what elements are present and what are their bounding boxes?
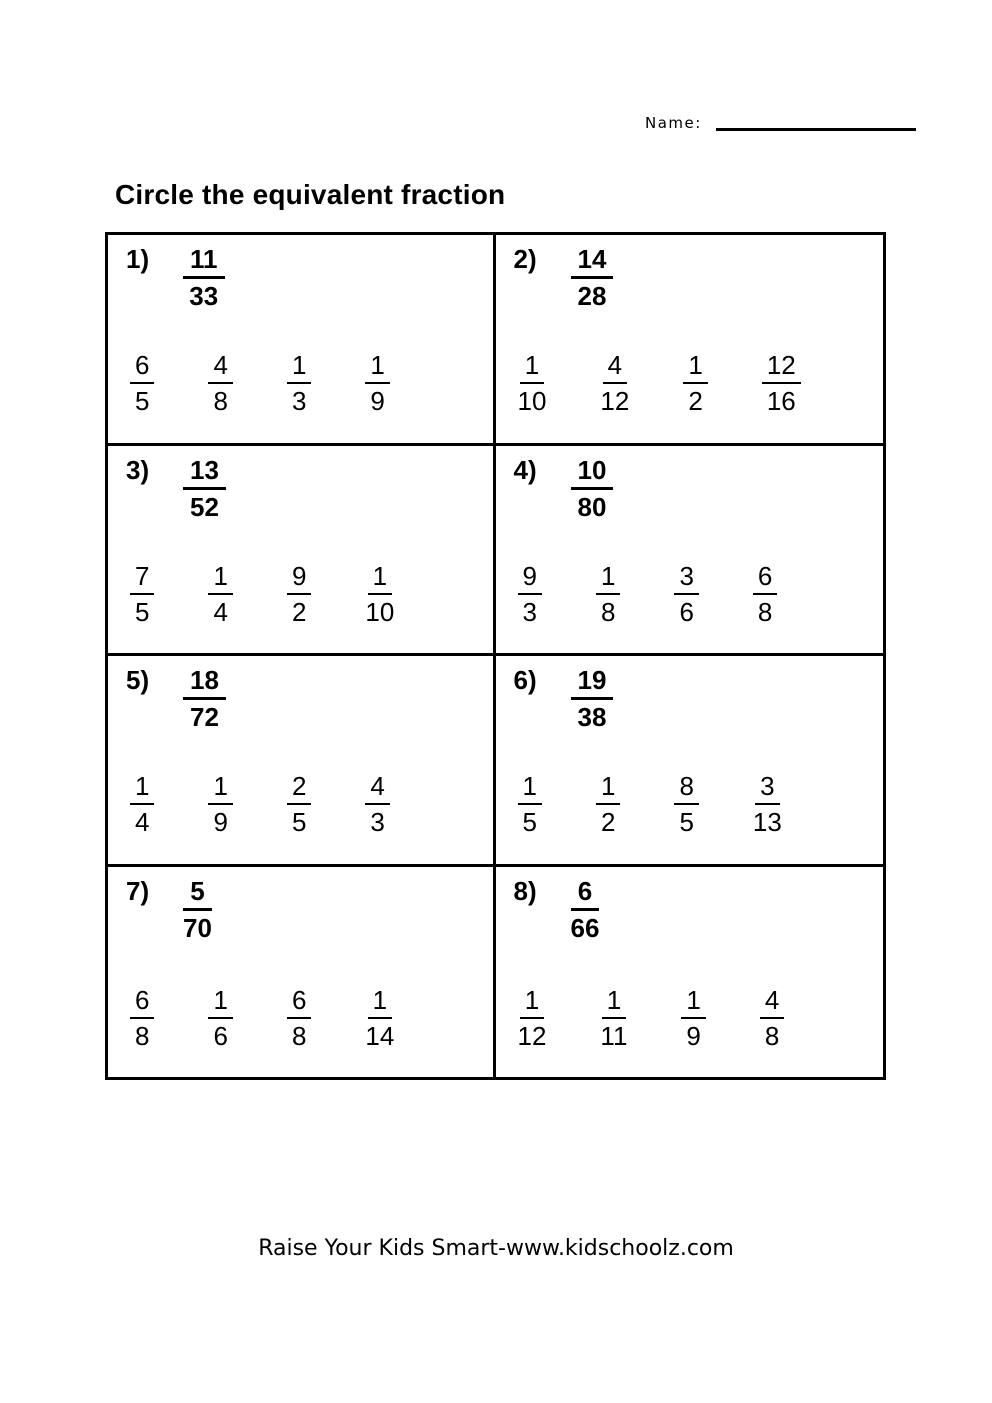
options-row bbox=[514, 986, 878, 1051]
option-numerator: 12 bbox=[762, 351, 801, 384]
problems-grid bbox=[105, 232, 886, 1080]
option-numerator: 1 bbox=[208, 986, 232, 1019]
option-fraction[interactable] bbox=[287, 562, 311, 627]
option-numerator: 4 bbox=[760, 986, 784, 1019]
option-fraction[interactable] bbox=[365, 562, 394, 627]
name-input-line[interactable] bbox=[716, 128, 916, 131]
option-denominator: 8 bbox=[764, 1020, 780, 1051]
options-row bbox=[126, 562, 487, 627]
problem-number: 5) bbox=[126, 665, 150, 695]
option-denominator: 5 bbox=[135, 596, 150, 627]
problem-number: 4) bbox=[513, 454, 537, 485]
option-numerator: 6 bbox=[287, 986, 311, 1019]
option-numerator: 9 bbox=[518, 562, 542, 595]
option-denominator: 9 bbox=[213, 807, 228, 838]
option-denominator: 6 bbox=[679, 596, 694, 627]
option-fraction[interactable] bbox=[518, 772, 542, 837]
question-row bbox=[514, 456, 878, 522]
option-fraction[interactable] bbox=[762, 351, 801, 416]
question-denominator: 80 bbox=[577, 491, 607, 522]
question-fraction bbox=[571, 245, 614, 311]
problem-cell-2 bbox=[496, 235, 884, 446]
option-fraction[interactable] bbox=[600, 351, 629, 416]
option-fraction[interactable] bbox=[760, 986, 784, 1051]
page-title: Circle the equivalent fraction bbox=[115, 179, 506, 210]
option-numerator: 4 bbox=[365, 772, 389, 805]
option-denominator: 10 bbox=[365, 596, 395, 627]
option-denominator: 3 bbox=[291, 386, 307, 417]
question-denominator: 70 bbox=[183, 912, 212, 943]
option-fraction[interactable] bbox=[130, 562, 154, 627]
option-fraction[interactable] bbox=[130, 772, 154, 837]
option-numerator: 3 bbox=[674, 562, 698, 595]
option-denominator: 5 bbox=[135, 386, 150, 417]
option-numerator: 1 bbox=[520, 351, 544, 384]
option-denominator: 8 bbox=[757, 596, 773, 627]
option-numerator: 8 bbox=[674, 772, 698, 805]
question-fraction bbox=[571, 666, 614, 732]
option-denominator: 9 bbox=[686, 1020, 701, 1051]
option-numerator: 1 bbox=[602, 986, 626, 1019]
options-row bbox=[514, 562, 878, 627]
question-denominator: 33 bbox=[189, 281, 219, 312]
option-fraction[interactable] bbox=[681, 986, 705, 1051]
option-fraction[interactable] bbox=[753, 772, 782, 837]
option-fraction[interactable] bbox=[287, 986, 311, 1051]
question-numerator: 18 bbox=[183, 666, 226, 700]
question-numerator: 6 bbox=[571, 877, 599, 911]
option-fraction[interactable] bbox=[753, 562, 777, 627]
option-numerator: 6 bbox=[130, 351, 154, 384]
question-row bbox=[126, 877, 487, 943]
option-denominator: 2 bbox=[600, 807, 616, 838]
problem-cell-3 bbox=[108, 446, 496, 657]
question-denominator: 66 bbox=[570, 912, 600, 943]
option-denominator: 8 bbox=[600, 596, 616, 627]
option-denominator: 10 bbox=[517, 386, 547, 417]
option-fraction[interactable] bbox=[518, 351, 547, 416]
option-denominator: 2 bbox=[291, 596, 307, 627]
option-numerator: 1 bbox=[596, 562, 620, 595]
question-denominator: 72 bbox=[190, 702, 219, 733]
option-denominator: 11 bbox=[600, 1020, 628, 1051]
option-fraction[interactable] bbox=[365, 351, 389, 416]
option-numerator: 1 bbox=[368, 562, 392, 595]
question-row bbox=[126, 666, 487, 732]
problem-number: 7) bbox=[126, 875, 150, 906]
footer-text: Raise Your Kids Smart-www.kidschoolz.com bbox=[258, 1236, 734, 1261]
option-numerator: 2 bbox=[287, 772, 311, 805]
option-fraction[interactable] bbox=[518, 562, 542, 627]
question-row bbox=[126, 456, 487, 522]
option-numerator: 1 bbox=[130, 772, 154, 805]
option-fraction[interactable] bbox=[600, 986, 627, 1051]
options-row bbox=[126, 772, 487, 837]
question-fraction bbox=[183, 245, 225, 311]
option-fraction[interactable] bbox=[596, 772, 620, 837]
options-row bbox=[126, 351, 487, 416]
name-label: Name: bbox=[645, 114, 702, 132]
options-row bbox=[514, 772, 878, 837]
problem-number: 3) bbox=[126, 454, 150, 485]
option-denominator: 3 bbox=[522, 596, 537, 627]
problem-cell-7 bbox=[108, 867, 496, 1078]
problem-cell-8 bbox=[496, 867, 884, 1078]
question-row bbox=[514, 877, 878, 943]
option-numerator: 1 bbox=[518, 772, 542, 805]
question-numerator: 14 bbox=[571, 245, 614, 279]
problem-number: 8) bbox=[513, 875, 537, 906]
option-numerator: 1 bbox=[683, 351, 707, 384]
question-numerator: 13 bbox=[183, 456, 226, 490]
question-denominator: 52 bbox=[190, 491, 219, 522]
question-row bbox=[514, 245, 878, 311]
question-numerator: 5 bbox=[183, 877, 211, 911]
option-denominator: 8 bbox=[213, 386, 228, 417]
question-fraction bbox=[183, 666, 226, 732]
question-numerator: 10 bbox=[571, 456, 614, 490]
option-numerator: 1 bbox=[208, 562, 232, 595]
question-numerator: 11 bbox=[183, 245, 225, 279]
problem-cell-1 bbox=[108, 235, 496, 446]
option-denominator: 16 bbox=[766, 386, 796, 417]
option-fraction[interactable] bbox=[596, 562, 620, 627]
option-fraction[interactable] bbox=[130, 986, 154, 1051]
question-numerator: 19 bbox=[571, 666, 614, 700]
option-denominator: 9 bbox=[370, 386, 385, 417]
option-fraction[interactable] bbox=[130, 351, 154, 416]
option-numerator: 6 bbox=[753, 562, 777, 595]
option-denominator: 2 bbox=[688, 386, 703, 417]
option-numerator: 6 bbox=[130, 986, 154, 1019]
option-numerator: 3 bbox=[755, 772, 779, 805]
option-denominator: 4 bbox=[213, 596, 228, 627]
name-field bbox=[645, 116, 916, 133]
option-numerator: 1 bbox=[596, 772, 620, 805]
option-fraction[interactable] bbox=[208, 986, 232, 1051]
problem-cell-5 bbox=[108, 656, 496, 867]
options-row bbox=[126, 986, 487, 1051]
option-fraction[interactable] bbox=[365, 986, 394, 1051]
option-denominator: 14 bbox=[365, 1020, 395, 1051]
option-numerator: 1 bbox=[681, 986, 705, 1019]
option-numerator: 1 bbox=[368, 986, 392, 1019]
option-denominator: 6 bbox=[213, 1020, 228, 1051]
option-numerator: 1 bbox=[287, 351, 311, 384]
problem-number: 6) bbox=[513, 665, 537, 695]
option-denominator: 3 bbox=[370, 807, 385, 838]
option-numerator: 4 bbox=[208, 351, 232, 384]
option-fraction[interactable] bbox=[208, 772, 232, 837]
question-denominator: 28 bbox=[577, 281, 607, 312]
option-fraction[interactable] bbox=[208, 562, 232, 627]
option-fraction[interactable] bbox=[287, 772, 311, 837]
option-denominator: 12 bbox=[517, 1020, 547, 1051]
option-denominator: 13 bbox=[752, 807, 782, 838]
option-denominator: 8 bbox=[135, 1020, 150, 1051]
option-fraction[interactable] bbox=[365, 772, 389, 837]
question-row bbox=[126, 245, 487, 311]
problem-number: 2) bbox=[513, 244, 537, 274]
problem-number: 1) bbox=[126, 244, 150, 274]
option-numerator: 4 bbox=[603, 351, 627, 384]
option-denominator: 5 bbox=[679, 807, 694, 838]
option-fraction[interactable] bbox=[518, 986, 547, 1051]
question-fraction bbox=[571, 456, 614, 522]
question-fraction bbox=[183, 877, 212, 943]
option-denominator: 8 bbox=[291, 1020, 307, 1051]
problem-cell-6 bbox=[496, 656, 884, 867]
option-fraction[interactable] bbox=[674, 562, 698, 627]
option-fraction[interactable] bbox=[683, 351, 707, 416]
option-denominator: 5 bbox=[291, 807, 307, 838]
option-fraction[interactable] bbox=[287, 351, 311, 416]
option-numerator: 1 bbox=[365, 351, 389, 384]
question-fraction bbox=[183, 456, 226, 522]
problem-cell-4 bbox=[496, 446, 884, 657]
question-fraction bbox=[571, 877, 600, 943]
option-fraction[interactable] bbox=[208, 351, 232, 416]
option-numerator: 1 bbox=[520, 986, 544, 1019]
option-numerator: 1 bbox=[208, 772, 232, 805]
option-denominator: 5 bbox=[522, 807, 537, 838]
option-numerator: 7 bbox=[130, 562, 154, 595]
option-denominator: 4 bbox=[135, 807, 150, 838]
option-denominator: 12 bbox=[600, 386, 630, 417]
option-numerator: 9 bbox=[287, 562, 311, 595]
option-fraction[interactable] bbox=[674, 772, 698, 837]
options-row bbox=[514, 351, 878, 416]
question-denominator: 38 bbox=[577, 702, 607, 733]
question-row bbox=[514, 666, 878, 732]
